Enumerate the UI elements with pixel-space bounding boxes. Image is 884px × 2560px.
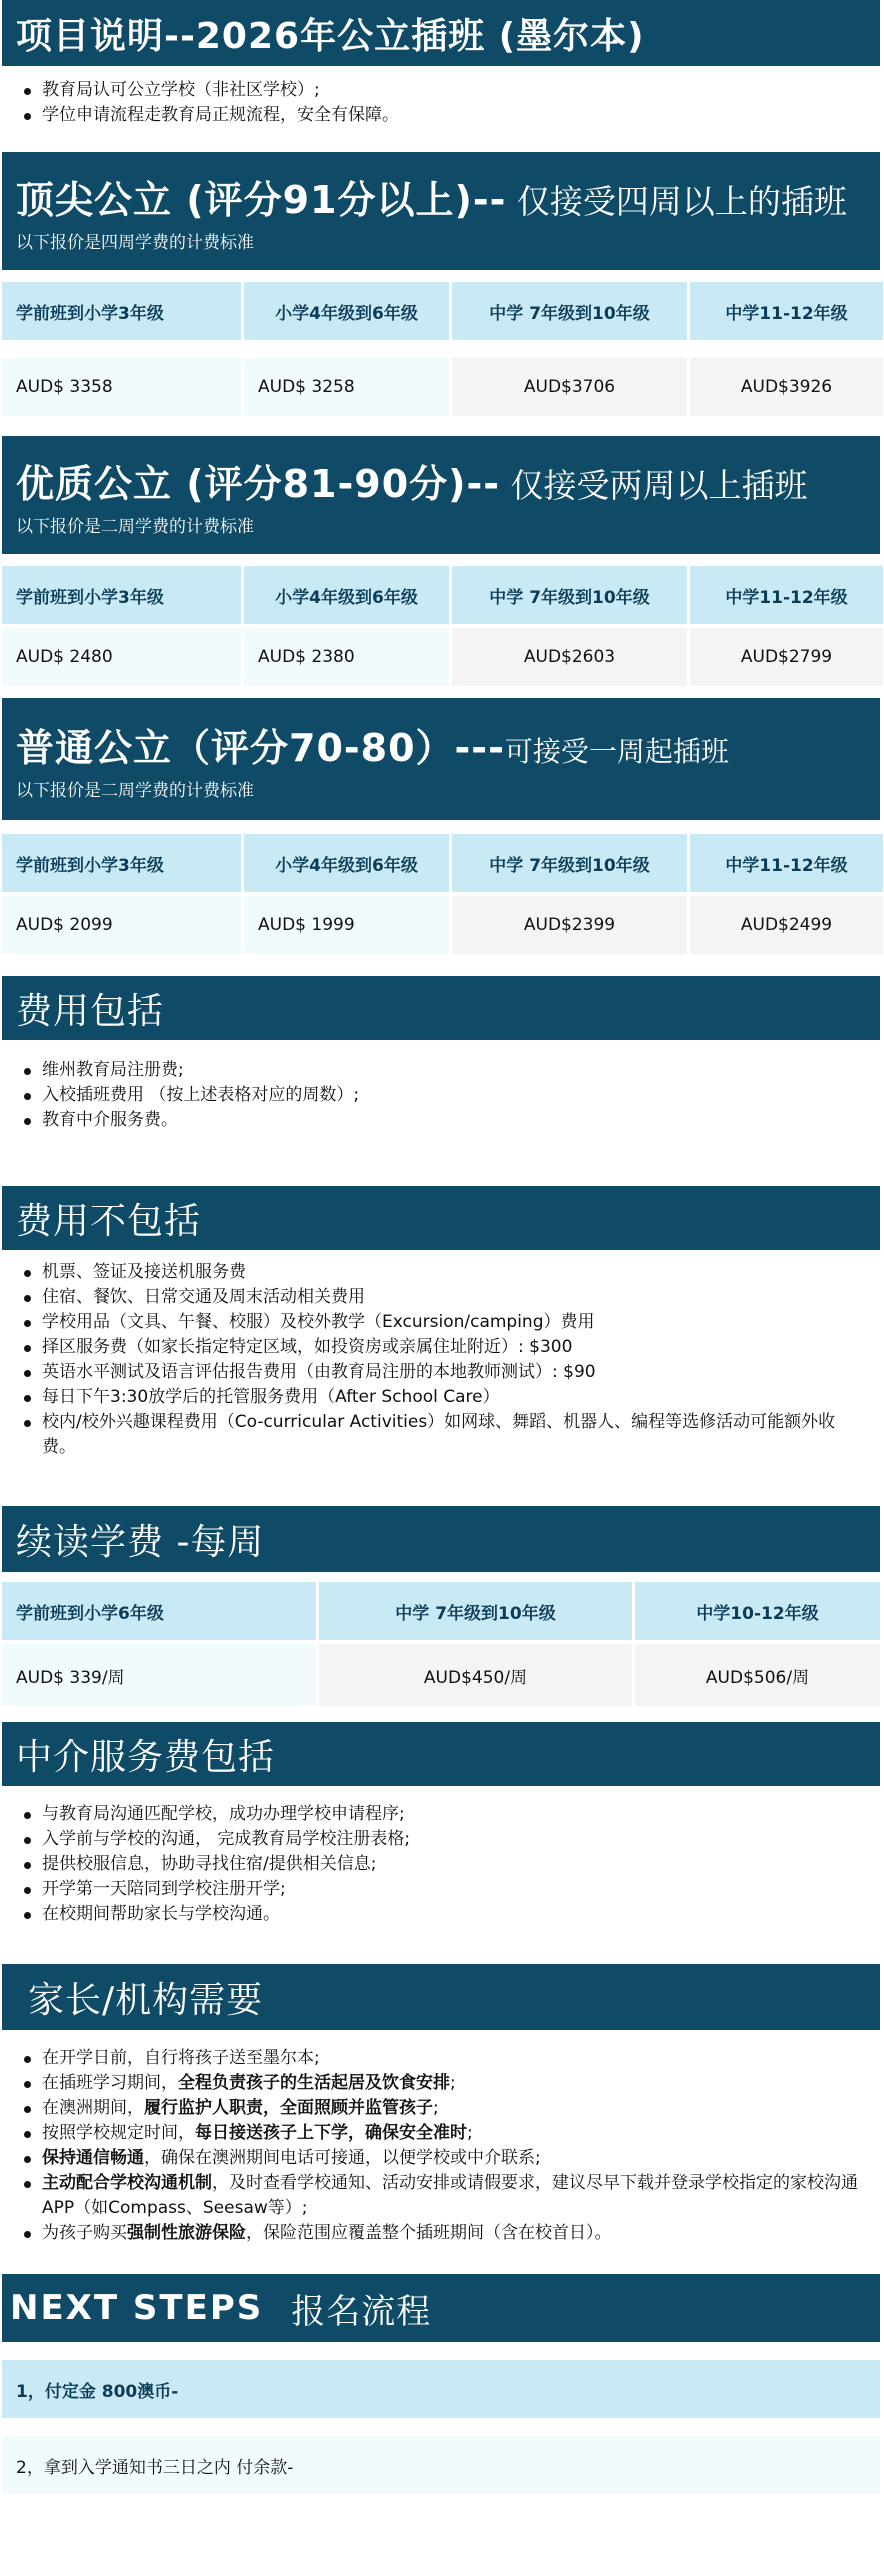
quality-tier-title-bold: 优质公立 (评分81-90分)-- (16, 462, 501, 506)
table-cell: AUD$ 3258 (244, 358, 449, 416)
list-item (22, 2121, 864, 2146)
table-cell: AUD$2603 (452, 628, 687, 686)
list-item (22, 2221, 864, 2246)
table-cell: AUD$2399 (452, 896, 687, 954)
list-item (22, 2071, 864, 2096)
step-2-text: 2，拿到入学通知书三日之内 付余款- (16, 2457, 294, 2478)
list-item-text: 按照学校规定时间， (42, 2123, 195, 2143)
list-item (22, 2096, 864, 2121)
regular-tier-subtitle: 以下报价是二周学费的计费标准 (16, 781, 254, 801)
table-cell: AUD$ 2380 (244, 628, 449, 686)
table-cell: AUD$ 2480 (2, 628, 241, 686)
included-bullets (0, 1058, 884, 1186)
table-header: 小学4年级到6年级 (244, 834, 449, 892)
step-2 (2, 2436, 880, 2494)
table-header: 中学 7年级到10年级 (452, 282, 687, 340)
agency-bullets (0, 1802, 884, 1964)
table-cell: AUD$2799 (690, 628, 883, 686)
regular-tier-table (2, 834, 880, 962)
included-title: 费用包括 (16, 990, 165, 1032)
top-tier-banner (2, 152, 880, 270)
quality-tier-subtitle: 以下报价是二周学费的计费标准 (16, 517, 254, 537)
step-1 (2, 2360, 880, 2418)
table-cell: AUD$2499 (690, 896, 883, 954)
list-item-text: 全程负责孩子的生活起居及饮食安排 (178, 2073, 450, 2093)
top-tier-title-normal: 仅接受四周以上的插班 (506, 182, 847, 221)
list-item-text: ，及时查看学校通知、活动安排或请假要求，建议尽早下载并登录学校指定的家校沟通APP（如Compass、Seesaw等）; (42, 2173, 858, 2218)
parents-bullets (0, 2046, 884, 2274)
list-item (22, 2146, 864, 2171)
quality-tier-banner (2, 436, 880, 554)
list-item-text: 在澳洲期间， (42, 2098, 144, 2118)
table-cell: AUD$3706 (452, 358, 687, 416)
list-item: 英语水平测试及语言评估报告费用（由教育局注册的本地教师测试）: $90 (22, 1360, 864, 1385)
table-cell: AUD$ 1999 (244, 896, 449, 954)
project-bullets (0, 78, 884, 152)
agency-banner (2, 1722, 880, 1786)
list-item: 学校用品（文具、午餐、校服）及校外教学（Excursion/camping）费用 (22, 1310, 864, 1335)
step-1-text: 1，付定金 800澳币- (16, 2381, 179, 2402)
top-tier-subtitle: 以下报价是四周学费的计费标准 (16, 233, 254, 253)
excluded-title: 费用不包括 (16, 1200, 202, 1242)
project-title-banner (2, 0, 880, 66)
list-item-text: 强制性旅游保险 (127, 2223, 246, 2243)
included-banner (2, 976, 880, 1040)
table-header: 小学4年级到6年级 (244, 282, 449, 340)
continuation-title: 续读学费 -每周 (16, 1521, 265, 1563)
table-header: 学前班到小学3年级 (2, 834, 241, 892)
table-header: 中学 7年级到10年级 (452, 834, 687, 892)
list-item-text: ; (433, 2098, 439, 2118)
table-header: 中学 7年级到10年级 (319, 1582, 632, 1640)
list-item: 入学前与学校的沟通， 完成教育局学校注册表格; (22, 1827, 864, 1852)
table-header: 学前班到小学3年级 (2, 282, 241, 340)
agency-title: 中介服务费包括 (16, 1736, 276, 1778)
list-item: 开学第一天陪同到学校注册开学; (22, 1877, 864, 1902)
next-steps-title-cn: 报名流程 (291, 2291, 432, 2332)
next-steps-title-en: NEXT STEPS (10, 2288, 264, 2328)
excluded-bullets (0, 1260, 884, 1506)
list-item: 校内/校外兴趣课程费用（Co-curricular Activities）如网球、舞蹈、机器人、编程等选修活动可能额外收费。 (22, 1410, 864, 1460)
list-item: 机票、签证及接送机服务费 (22, 1260, 864, 1285)
quality-tier-table (2, 566, 880, 694)
table-cell: AUD$ 2099 (2, 896, 241, 954)
table-cell: AUD$3926 (690, 358, 883, 416)
regular-tier-title-bold: 普通公立（评分70-80）--- (16, 726, 505, 770)
table-header: 中学 7年级到10年级 (452, 566, 687, 624)
list-item: 教育中介服务费。 (22, 1108, 864, 1133)
list-item-text: 在开学日前，自行将孩子送至墨尔本; (42, 2048, 320, 2068)
list-item: 在校期间帮助家长与学校沟通。 (22, 1902, 864, 1927)
list-item (22, 2171, 864, 2221)
list-item-text: 在插班学习期间， (42, 2073, 178, 2093)
next-steps-banner (2, 2274, 880, 2342)
table-cell: AUD$506/周 (635, 1644, 880, 1706)
list-item-text: ; (450, 2073, 456, 2093)
quality-tier-title-normal: 仅接受两周以上插班 (500, 466, 808, 505)
list-item-text: ，保险范围应覆盖整个插班期间（含在校首日）。 (246, 2223, 612, 2243)
list-item: 提供校服信息，协助寻找住宿/提供相关信息; (22, 1852, 864, 1877)
parents-banner (2, 1964, 880, 2030)
parents-title: 家长/机构需要 (28, 1979, 264, 2021)
list-item (22, 2046, 864, 2071)
regular-tier-title-normal: 可接受一周起插班 (504, 735, 729, 768)
list-item: 维州教育局注册费; (22, 1058, 864, 1083)
continuation-table (2, 1582, 880, 1722)
top-tier-table (2, 282, 880, 434)
list-item: 教育局认可公立学校（非社区学校）; (22, 78, 864, 103)
top-tier-title-bold: 顶尖公立 (评分91分以上)-- (16, 178, 507, 222)
excluded-banner (2, 1186, 880, 1250)
list-item: 与教育局沟通匹配学校，成功办理学校申请程序; (22, 1802, 864, 1827)
list-item: 择区服务费（如家长指定特定区域，如投资房或亲属住址附近）: $300 (22, 1335, 864, 1360)
regular-tier-banner (2, 698, 880, 820)
list-item-text: 每日接送孩子上下学，确保安全准时 (195, 2123, 467, 2143)
table-header: 学前班到小学6年级 (2, 1582, 316, 1640)
list-item-text: 保持通信畅通 (42, 2148, 144, 2168)
list-item: 住宿、餐饮、日常交通及周末活动相关费用 (22, 1285, 864, 1310)
project-title: 项目说明--2026年公立插班 (墨尔本) (16, 15, 645, 57)
table-cell: AUD$450/周 (319, 1644, 632, 1706)
continuation-banner (2, 1506, 880, 1572)
list-item-text: 主动配合学校沟通机制 (42, 2173, 212, 2193)
table-header: 学前班到小学3年级 (2, 566, 241, 624)
list-item-text: 为孩子购买 (42, 2223, 127, 2243)
table-header: 中学11-12年级 (690, 282, 883, 340)
list-item-text: ，确保在澳洲期间电话可接通，以便学校或中介联系; (144, 2148, 541, 2168)
table-header: 中学11-12年级 (690, 566, 883, 624)
list-item: 每日下午3:30放学后的托管服务费用（After School Care） (22, 1385, 864, 1410)
table-header: 小学4年级到6年级 (244, 566, 449, 624)
table-cell: AUD$ 339/周 (2, 1644, 316, 1706)
list-item-text: ; (467, 2123, 473, 2143)
table-cell: AUD$ 3358 (2, 358, 241, 416)
list-item: 入校插班费用 （按上述表格对应的周数）; (22, 1083, 864, 1108)
list-item: 学位申请流程走教育局正规流程，安全有保障。 (22, 103, 864, 128)
table-header: 中学11-12年级 (690, 834, 883, 892)
list-item-text: 履行监护人职责，全面照顾并监管孩子 (144, 2098, 433, 2118)
table-header: 中学10-12年级 (635, 1582, 880, 1640)
